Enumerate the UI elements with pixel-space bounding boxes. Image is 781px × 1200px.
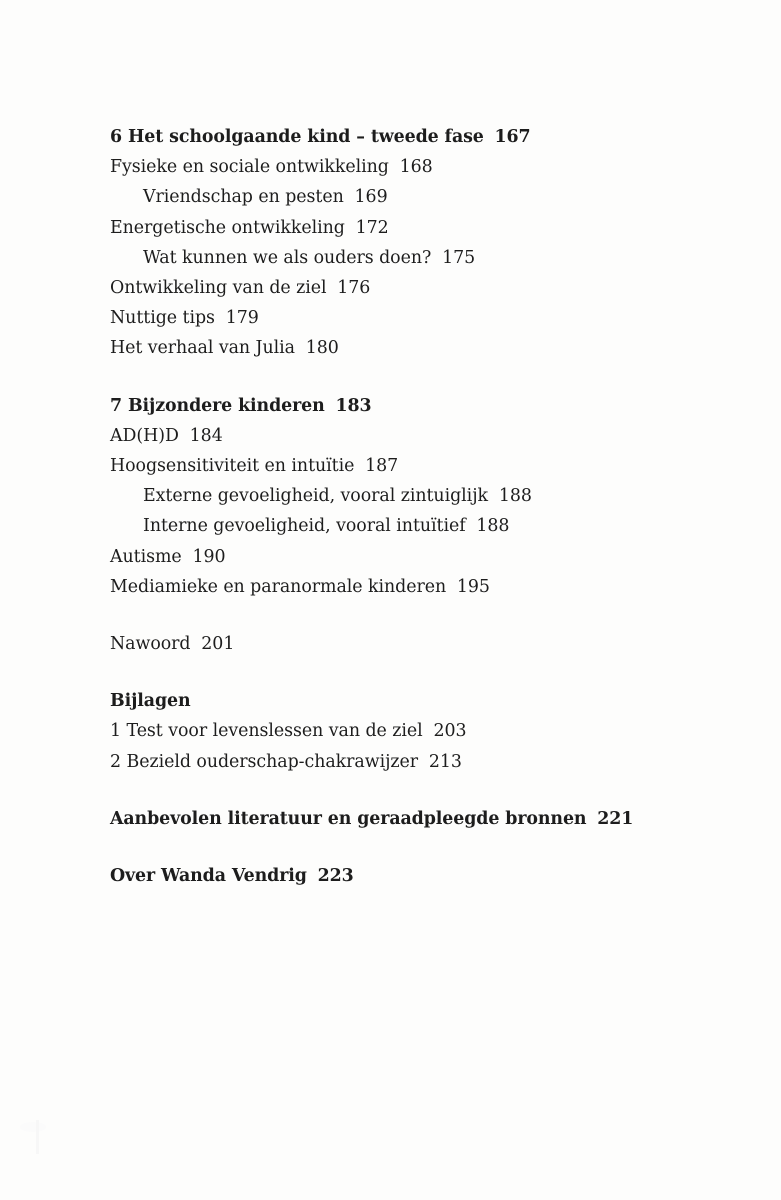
toc-section-literatuur: [110, 804, 710, 834]
toc-entry: [110, 152, 710, 182]
toc-entry-title: Het verhaal van Julia: [110, 338, 295, 359]
toc-entry-page-number: 169: [354, 187, 388, 208]
toc-entry-title: AD(H)D: [110, 425, 179, 446]
toc-heading: [110, 391, 710, 421]
toc-entry-page-number: 180: [305, 338, 339, 359]
toc-entry: [110, 542, 710, 572]
toc-entry-title: 1 Test voor levenslessen van de ziel: [110, 721, 423, 742]
toc-entry-title: Interne gevoeligheid, vooral intuïtief: [143, 516, 466, 537]
toc-entry-title: 6 Het schoolgaande kind – tweede fase: [110, 127, 484, 147]
toc-entry: [110, 629, 710, 659]
toc-entry: [110, 182, 710, 212]
toc-entry-title: Externe gevoeligheid, vooral zintuiglijk: [143, 486, 489, 507]
toc-section-over-auteur: [110, 861, 710, 891]
toc-heading: [110, 861, 710, 891]
toc-entry: [110, 747, 710, 777]
toc-entry-page-number: 223: [317, 866, 354, 887]
toc-entry: [110, 451, 710, 481]
toc-entry: [110, 303, 710, 333]
toc-entry-title: Hoogsensitiviteit en intuïtie: [110, 456, 355, 477]
toc-entry-page-number: 188: [476, 516, 510, 537]
scan-edge-smudge: [20, 1122, 46, 1132]
toc-section-nawoord: [110, 629, 710, 659]
toc-entry-title: 7 Bijzondere kinderen: [110, 395, 325, 416]
toc-entry-title: Wat kunnen we als ouders doen?: [143, 247, 432, 268]
toc-entry-title: Ontwikkeling van de ziel: [110, 278, 327, 299]
toc-entry-page-number: 175: [442, 247, 476, 268]
toc-entry: [110, 421, 710, 451]
toc-entry-title: Fysieke en sociale ontwikkeling: [110, 157, 389, 178]
toc-entry-page-number: 183: [335, 395, 372, 416]
table-of-contents: [110, 122, 710, 891]
toc-entry-page-number: 168: [399, 157, 433, 178]
toc-entry-page-number: 172: [355, 217, 389, 238]
toc-entry-title: 2 Bezield ouderschap-chakrawijzer: [110, 751, 419, 772]
toc-entry-page-number: 179: [225, 308, 259, 329]
toc-entry-page-number: 187: [365, 456, 399, 477]
toc-entry: [110, 572, 710, 602]
toc-entry-title: Energetische ontwikkeling: [110, 217, 345, 238]
toc-section-chapter-7: [110, 391, 710, 602]
toc-section-bijlagen: [110, 686, 710, 777]
toc-entry-page-number: 190: [192, 546, 226, 567]
toc-entry-title: Nawoord: [110, 634, 191, 655]
toc-entry-title: Vriendschap en pesten: [143, 187, 344, 208]
scan-edge-mark: [36, 1120, 39, 1154]
toc-entry-page-number: 221: [597, 808, 634, 829]
toc-entry: [110, 333, 710, 363]
toc-entry: [110, 243, 710, 273]
toc-entry-title: Bijlagen: [110, 691, 191, 712]
toc-heading: [110, 804, 710, 834]
toc-entry-title: Over Wanda Vendrig: [110, 866, 307, 887]
toc-entry-page-number: 203: [433, 721, 467, 742]
toc-entry: [110, 481, 710, 511]
toc-entry-page-number: 167: [494, 127, 531, 147]
toc-entry-page-number: 184: [189, 425, 223, 446]
toc-entry: [110, 716, 710, 746]
toc-entry-page-number: 195: [456, 576, 490, 597]
toc-entry-title: Nuttige tips: [110, 308, 215, 329]
toc-entry-title: Aanbevolen literatuur en geraadpleegde bronnen: [110, 808, 587, 829]
toc-entry-page-number: 188: [498, 486, 532, 507]
toc-entry-page-number: 213: [428, 751, 462, 772]
toc-entry-title: Mediamieke en paranormale kinderen: [110, 576, 447, 597]
toc-heading: [110, 122, 710, 152]
toc-entry: [110, 273, 710, 303]
toc-entry: [110, 213, 710, 243]
toc-section-chapter-6: [110, 122, 710, 364]
toc-entry-page-number: 201: [201, 634, 235, 655]
toc-entry: [110, 511, 710, 541]
toc-entry-title: Autisme: [110, 546, 182, 567]
toc-heading: [110, 686, 710, 716]
toc-entry-page-number: 176: [337, 278, 371, 299]
